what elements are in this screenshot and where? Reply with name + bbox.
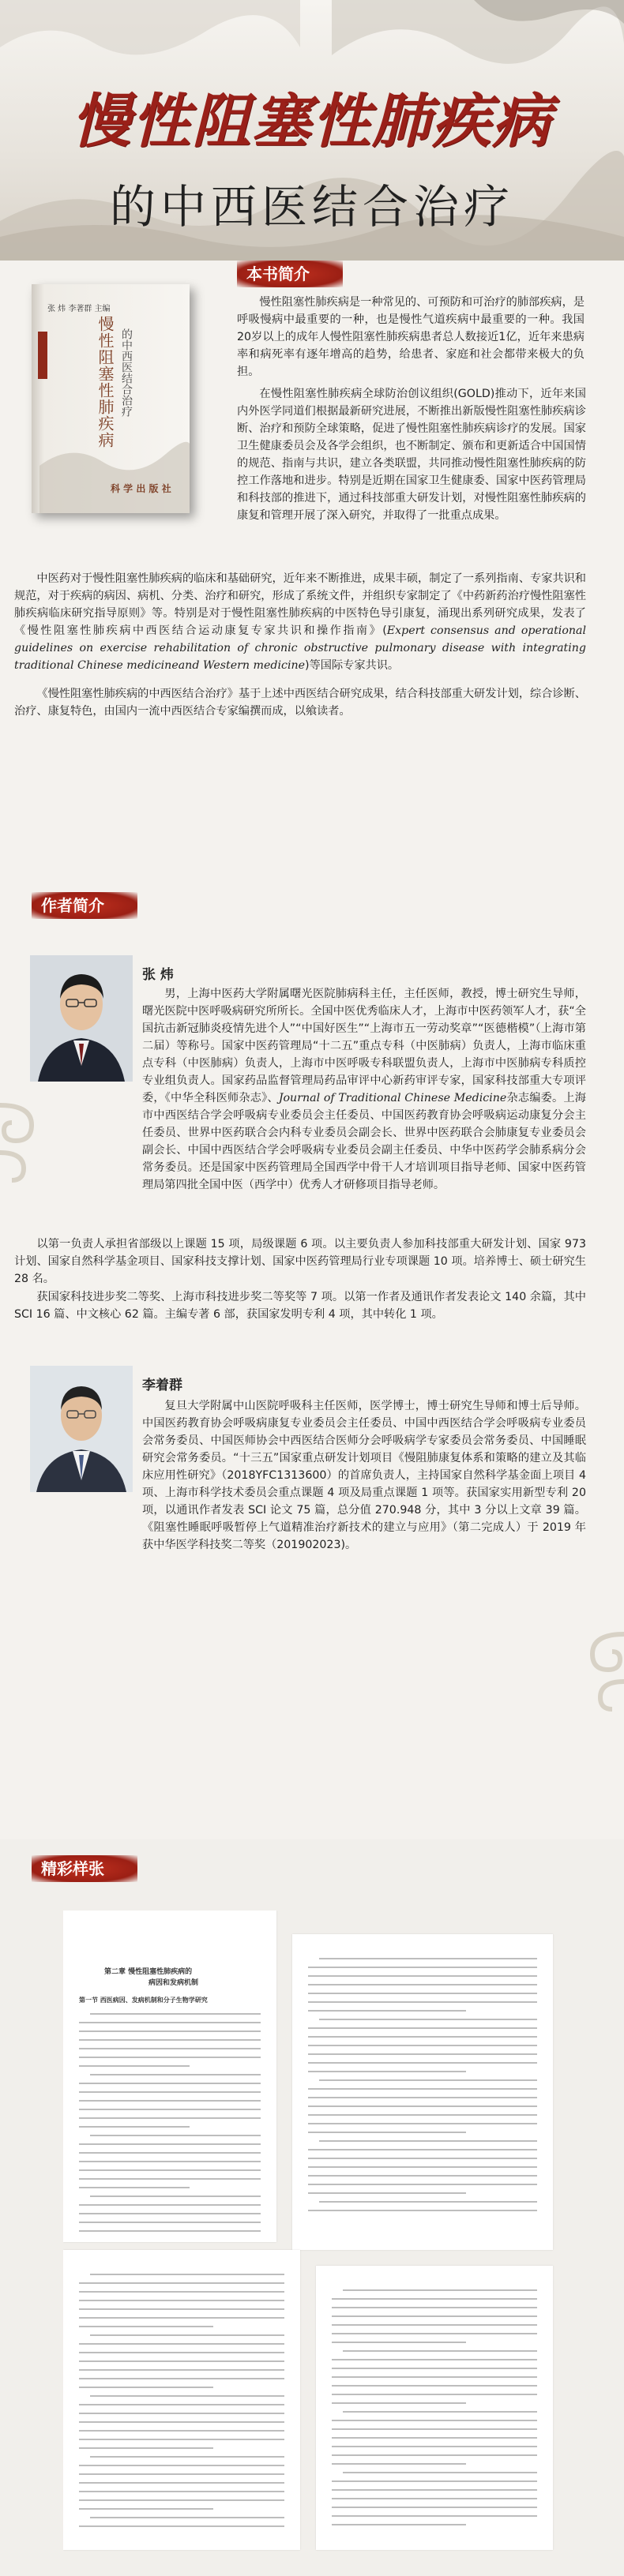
sample-text-line	[79, 2152, 261, 2154]
sample-text-line	[79, 2473, 284, 2475]
sample-text-line	[79, 2126, 190, 2128]
sample-text-line	[308, 2105, 537, 2107]
author-section	[0, 892, 624, 1839]
sample-text-line	[332, 2480, 537, 2482]
author-bio-zhang-wei-3: 以第一负责人承担省部级以上课题 15 项，局级课题 6 项。以主要负责人参加科技部重大研发计划、国家 973 计划、国家自然科学基金项目、国家科技支撑计划、国家中医药管理局行业专项课题 10 项。培养博士、硕士研究生 28 名。	[14, 1238, 586, 1285]
sample-text-line	[343, 2289, 537, 2291]
sample-text-line	[332, 2463, 466, 2465]
book-cover-subtitle: 的中西医结合治疗	[120, 328, 133, 417]
author-bio-li-zhequn-wrap	[14, 1397, 586, 1554]
sample-text-line	[332, 2376, 537, 2378]
sample-text-line	[332, 2498, 537, 2499]
sample-text-line	[79, 2048, 261, 2049]
sample-page-spread	[63, 1910, 569, 2558]
author-bio-zhang-wei: 男，上海中医药大学附属曙光医院肺病科主任，主任医师，教授，博士研究生导师，曙光医院中医呼吸病研究所所长。全国中医优秀临床人才，上海市中医药领军人才，获“全国抗击新冠肺炎疫情先进个人”“中国好医生”“上海市五一劳动奖章”“医德楷模”（上海市第二届）等称号。国家中医药管理局“十二五”重点专科（中医肺病）负责人，上海市临床重点专科（中医肺病）负责人，上海市中医呼吸专科联盟负责人，上海市中医肺病专科质控专业组负责人。国家药品监督管理局药品审评中心新药审评专家，国家科技部重大专项评委，《中华全科医师杂志》、	[142, 988, 586, 1104]
intro-paragraph-2: 在慢性阻塞性肺疾病全球防治创议组织(GOLD)推动下，近年来国内外医学同道们根据最新研究进展，不断推出新版慢性阻塞性肺疾病诊断、治疗和预防全球策略，促进了慢性阻塞性肺疾病诊疗的发展。国家卫生健康委员会及各学会组织，也不断制定、颁布和更新适合中国国情的规范、指南与共识，建立各类联盟，共同推动慢性阻塞性肺疾病的防控工作落地和进步。特别是近期在国家卫生健康委、国家中医药管理局和科技部的推进下，通过科技部重大研发计划，对慢性阻塞性肺疾病的康复和管理开展了深入研究，并取得了一批重点成果。	[237, 388, 586, 522]
sample-text-line	[79, 2143, 261, 2145]
sample-text-line	[308, 2184, 537, 2185]
sample-text-line	[79, 2039, 261, 2041]
sample-text-line	[90, 2334, 284, 2336]
author-bio-zhang-wei-4: 获国家科技进步奖二等奖、上海市科技进步奖二等奖等 7 项。以第一作者及通讯作者发表论文 140 余篇，其中 SCI 16 篇、中文核心 62 篇。主编专著 6 部，获国家发明专利 4 项，其中转化 1 项。	[14, 1291, 586, 1321]
intro-paragraph-1: 慢性阻塞性肺疾病是一种常见的、可预防和可治疗的肺部疾病，是呼吸慢病中最重要的一种，也是慢性气道疾病中最重要的一种。我国20岁以上的成年人慢性阻塞性肺疾病患者总人数接近1亿，近年来患病率和病死率有逐年增高的趋势，给患者、家庭和社会都带来极大的负担。	[237, 296, 585, 378]
sample-text-line	[332, 2368, 537, 2369]
sample-section-title: 第一节 西医病因、发病机制和分子生物学研究	[79, 1997, 208, 2004]
sample-text-line	[79, 2360, 284, 2362]
author-heading: 作者简介	[32, 892, 137, 919]
sample-text-line	[79, 2413, 284, 2414]
sample-page-1	[63, 1910, 276, 2242]
sample-text-line	[319, 2201, 537, 2203]
sample-text-line	[308, 2149, 537, 2150]
sample-text-line	[332, 2324, 537, 2326]
sample-text-line	[79, 2100, 261, 2102]
sample-text-line	[308, 2088, 537, 2090]
sample-text-line	[308, 2097, 537, 2098]
sample-text-line	[332, 2437, 537, 2439]
intro-paragraph-3-wrap	[14, 570, 586, 674]
sample-text-line	[79, 2109, 261, 2110]
sample-text-line	[79, 2343, 284, 2345]
sample-text-line	[308, 1975, 537, 1977]
sample-text-line	[79, 2065, 190, 2067]
cloud-ornament-right	[577, 1618, 624, 1713]
sample-page-4	[316, 2266, 553, 2550]
sample-text-line	[343, 2350, 537, 2352]
sample-text-line	[79, 2352, 284, 2353]
sample-text-line	[332, 2420, 537, 2421]
sample-text-line	[79, 2117, 261, 2119]
sample-text-line	[79, 2317, 284, 2319]
sample-text-line	[332, 2428, 537, 2430]
sample-text-line	[332, 2507, 537, 2508]
author-name-zhang-wei: 张 炜	[142, 967, 174, 983]
sample-text-line	[308, 2053, 537, 2055]
sample-page-3	[63, 2250, 300, 2550]
sample-text-line	[79, 2204, 261, 2206]
sample-text-line	[319, 2140, 537, 2142]
sample-text-line	[79, 2230, 261, 2232]
sample-text-line	[79, 2447, 213, 2449]
sample-text-line	[308, 2001, 537, 2003]
sample-text-line	[90, 2013, 261, 2015]
intro-paragraph-2-wrap	[14, 385, 586, 524]
author-bio-li-zhequn: 复旦大学附属中山医院呼吸科主任医师，医学博士，博士研究生导师和博士后导师。中国医药教育协会呼吸病康复专业委员会主任委员、中国中西医结合学会呼吸病专业委员会常务委员、中国医师协会中西医结合医师分会呼吸病学专家委员会常务委员、中国睡眠研究会常务委员。“十三五”国家重点研发计划项目《慢阻肺康复体系和策略的建立及其临床应用性研究》（2018YFC1313600）的首席负责人，主持国家自然科学基金面上项目 4 项、上海市科学技术委员会重点课题 4 项及局重点课题 1 项等。获国家实用新型专利 20 项，以通讯作者发表 SCI 论文 75 篇，总分值 270.948 分，其中 3 分以上文章 39 篇。《阻塞性睡眠呼吸暂停上气道精准治疗新技术的建立与应用》（第二完成人）于 2019 年获中华医学科技奖二等奖（201902023)。	[142, 1400, 586, 1551]
sample-text-line	[90, 2074, 261, 2075]
sample-text-line	[79, 2030, 261, 2032]
sample-text-line	[308, 2036, 537, 2038]
sample-text-line	[79, 2378, 284, 2379]
sample-text-line	[332, 2394, 537, 2395]
sample-text-line	[79, 2091, 261, 2093]
sample-text-line	[332, 2359, 537, 2360]
sample-text-line	[308, 2123, 537, 2124]
sample-chapter-subtitle: 病因和发病机制	[148, 1979, 199, 1987]
sample-text-line	[332, 2342, 466, 2343]
sample-text-line	[308, 2071, 466, 2072]
sample-text-line	[79, 2291, 284, 2293]
author-bio-zhang-wei-2: 杂志编委。上海市中西医结合学会呼吸病专业委员会主任委员、中国医药教育协会呼吸病运动康复分会主任委员、世界中医药联合会内科专业委员会副会长、世界中医药联合会肺康复专业委员会副会长、中国中西医结合学会呼吸病专业委员会副主任委员、中华中医药学会肺系病分会常务委员。还是国家中医药管理局全国西学中骨干人才培训项目指导老师、国家中医药管理局第四批全国中医（西学中）优秀人才研修项目指导老师。	[142, 1092, 586, 1191]
sample-text-line	[308, 2132, 466, 2133]
sample-text-line	[79, 2491, 284, 2492]
cloud-ornament-left	[0, 1089, 47, 1184]
sample-text-line	[90, 2517, 284, 2518]
sample-text-line	[90, 2274, 284, 2275]
sample-text-line	[343, 2411, 537, 2413]
sample-text-line	[332, 2524, 466, 2525]
sample-text-line	[308, 1984, 537, 1985]
sample-text-line	[79, 2213, 261, 2214]
sample-text-line	[90, 2135, 261, 2136]
sample-text-line	[79, 2326, 213, 2327]
book-cover-title: 慢性阻塞性肺疾病	[96, 316, 115, 448]
sample-text-line	[308, 1967, 537, 1968]
sample-text-line	[332, 2385, 537, 2387]
sample-text-line	[79, 2525, 284, 2527]
author-bio-zhang-wei-wrap	[14, 985, 586, 1194]
author-journal-name: Journal of Traditional Chinese Medicine	[278, 1092, 507, 1104]
author-name-li-zhequn: 李着群	[142, 1378, 182, 1393]
sample-text-line	[79, 2178, 261, 2180]
sample-text-line	[79, 2387, 213, 2388]
sample-text-line	[79, 2430, 284, 2432]
book-intro-section	[0, 261, 624, 892]
sample-text-line	[308, 2045, 537, 2046]
sample-text-line	[79, 2439, 284, 2440]
sample-text-line	[90, 2395, 284, 2397]
sample-text-line	[308, 2175, 537, 2177]
sample-text-line	[79, 2421, 284, 2423]
sample-text-line	[332, 2298, 537, 2300]
sample-text-line	[79, 2083, 261, 2084]
sample-text-line	[308, 2210, 537, 2211]
sample-text-line	[79, 2369, 284, 2371]
sample-text-line	[79, 2508, 213, 2510]
sample-text-line	[79, 2057, 261, 2058]
sub-title: 的中西医结合治疗	[109, 180, 514, 234]
sample-text-line	[308, 2010, 466, 2012]
book-cover-authors: 张 炜 李著群 主编	[47, 305, 111, 313]
sample-text-line	[308, 2158, 537, 2159]
sample-text-line	[79, 2308, 284, 2310]
intro-english-title: Expert consensus and operational guidelines on exercise rehabilitation of chronic obstructive pulmonary disease with integrating traditional Chinese medicineand Western medicine	[14, 624, 586, 672]
sample-text-line	[319, 2019, 537, 2020]
sample-text-line	[308, 2027, 537, 2029]
sample-text-line	[79, 2187, 190, 2188]
sample-text-line	[308, 2166, 537, 2168]
sample-text-line	[332, 2515, 537, 2517]
sample-text-line	[308, 2192, 466, 2194]
sample-text-line	[332, 2333, 537, 2334]
sample-text-line	[308, 2114, 537, 2116]
sample-text-line	[319, 2079, 537, 2081]
sample-text-line	[79, 2404, 284, 2405]
main-title: 慢性阻塞性肺疾病	[72, 88, 552, 156]
sample-text-line	[308, 1993, 537, 1994]
hero-banner	[0, 0, 624, 261]
sample-text-line	[308, 2062, 537, 2064]
sample-heading: 精彩样张	[32, 1855, 137, 1882]
sample-text-line	[79, 2169, 261, 2171]
intro-paragraph-3-tail: )等国际专家共识。	[305, 659, 400, 672]
sample-text-line	[332, 2489, 537, 2491]
sample-text-line	[332, 2402, 466, 2404]
sample-text-line	[79, 2499, 284, 2501]
intro-heading: 本书简介	[237, 261, 343, 287]
sample-text-line	[332, 2307, 537, 2308]
sample-section	[0, 1839, 624, 2576]
sample-text-line	[79, 2282, 284, 2284]
sample-text-line	[79, 2161, 261, 2162]
sample-text-line	[79, 2022, 261, 2023]
sample-text-line	[332, 2454, 537, 2456]
sample-text-line	[90, 2456, 284, 2458]
sample-text-line	[319, 1958, 537, 1959]
intro-paragraph-4: 《慢性阻塞性肺疾病的中西医结合治疗》基于上述中西医结合研究成果，结合科技部重大研发计划，综合诊断、治疗、康复特色，由国内一流中西医结合专家编撰而成，以飨读者。	[14, 688, 586, 718]
sample-page-2	[292, 1934, 553, 2250]
book-cover-publisher: 科 学 出 版 社	[111, 483, 171, 494]
sample-text-line	[332, 2315, 537, 2317]
intro-paragraph-3: 中医药对于慢性阻塞性肺疾病的临床和基础研究，近年来不断推进，成果丰硕，制定了一系列指南、专家共识和规范，对于疾病的病因、病机、分类、治疗和研究，形成了系统文件，并组织专家制定了《中药新药治疗慢性阻塞性肺疾病临床研究指导原则》等。特别是对于慢性阻塞性肺疾病的中医特色导引康复，涌现出系列研究成果，发表了《慢性阻塞性肺疾病中西医结合运动康复专家共识和操作指南》(	[14, 572, 586, 637]
sample-text-line	[79, 2482, 284, 2484]
sample-chapter-title: 第二章 慢性阻塞性肺疾病的	[104, 1968, 193, 1976]
sample-text-line	[79, 2465, 284, 2466]
sample-text-line	[343, 2472, 537, 2473]
sample-text-line	[90, 2195, 261, 2197]
sample-text-line	[332, 2446, 537, 2447]
sample-text-line	[79, 2300, 284, 2301]
sample-text-line	[79, 2222, 261, 2223]
